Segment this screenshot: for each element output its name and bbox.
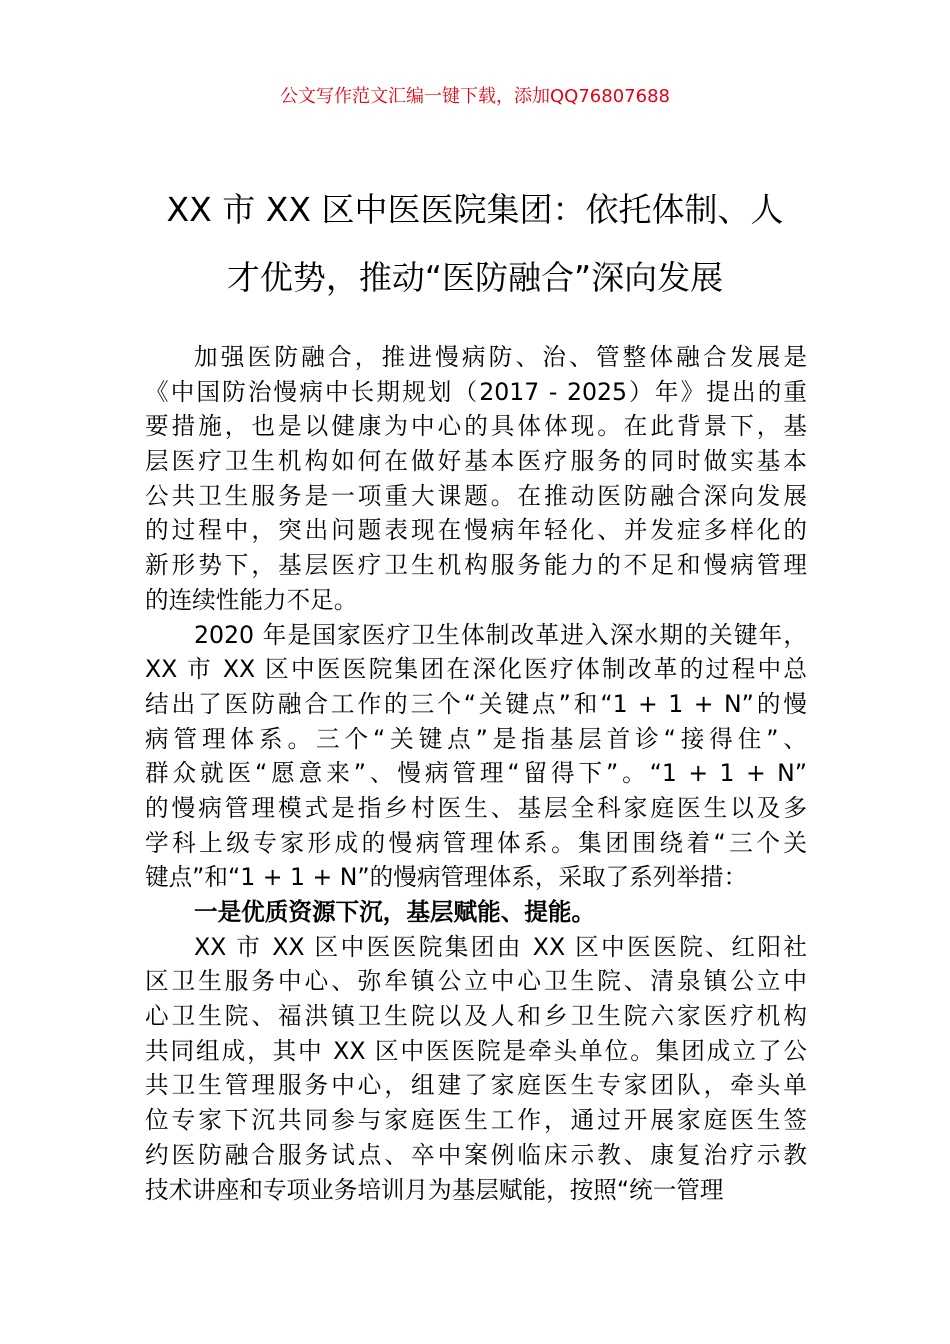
section-heading (145, 895, 807, 930)
text-line: 病管理体系。三个“关键点”是指基层首诊“接得住”、 (145, 724, 807, 753)
text-line: 心卫生院、福洪镇卫生院以及人和乡卫生院六家医疗机构 (145, 1002, 807, 1031)
document-body (145, 340, 807, 1207)
text-line: 2020 年是国家医疗卫生体制改革进入深水期的关键年， (194, 620, 807, 649)
text-line: 结出了医防融合工作的三个“关键点”和“1 + 1 + N”的慢 (145, 689, 807, 718)
paragraph (145, 340, 807, 618)
text-line: 键点”和“1 + 1 + N”的慢病管理体系，采取了系列举措： (145, 863, 748, 892)
text-line: 新形势下，基层医疗卫生机构服务能力的不足和慢病管理 (145, 551, 807, 580)
text-line: 区卫生服务中心、弥牟镇公立中心卫生院、清泉镇公立中 (145, 967, 807, 996)
paragraph (145, 930, 807, 1208)
text-line: 的慢病管理模式是指乡村医生、基层全科家庭医生以及多 (145, 793, 807, 822)
text-line: 公共卫生服务是一项重大课题。在推动医防融合深向发展 (145, 481, 807, 510)
text-line: 的过程中，突出问题表现在慢病年轻化、并发症多样化的 (145, 516, 807, 545)
text-line: 层医疗卫生机构如何在做好基本医疗服务的同时做实基本 (145, 447, 807, 476)
download-banner: 公文写作范文汇编一键下载，添加QQ76807688 (280, 86, 670, 107)
text-line: 的连续性能力不足。 (145, 585, 358, 614)
text-line: 位专家下沉共同参与家庭医生工作，通过开展家庭医生签 (145, 1106, 807, 1135)
text-line: 技术讲座和专项业务培训月为基层赋能，按照“统一管理 (145, 1175, 724, 1204)
text-line: 学科上级专家形成的慢病管理体系。集团围绕着“三个关 (145, 828, 807, 857)
text-line: XX 市 XX 区中医医院集团由 XX 区中医医院、红阳社 (194, 932, 807, 961)
paragraph (145, 618, 807, 896)
document-title (100, 176, 850, 312)
title-line-1: XX 市 XX 区中医医院集团：依托体制、人 (166, 190, 784, 229)
text-line: 共同组成，其中 XX 区中医医院是牵头单位。集团成立了公 (145, 1036, 807, 1065)
text-line: 加强医防融合，推进慢病防、治、管整体融合发展是 (194, 343, 807, 371)
text-line: 群众就医“愿意来”、慢病管理“留得下”。“1 + 1 + N” (145, 759, 807, 788)
text-line: 共卫生管理服务中心，组建了家庭医生专家团队，牵头单 (145, 1071, 807, 1100)
text-line: 约医防融合服务试点、卒中案例临床示教、康复治疗示教 (145, 1140, 807, 1169)
text-line: XX 市 XX 区中医医院集团在深化医疗体制改革的过程中总 (145, 655, 807, 684)
text-line: 要措施，也是以健康为中心的具体体现。在此背景下，基 (145, 412, 807, 441)
text-line: 《中国防治慢病中长期规划（2017 - 2025）年》提出的重 (145, 377, 807, 406)
title-line-2: 才优势，推动“医防融合”深向发展 (226, 258, 724, 297)
text-line: 一是优质资源下沉，基层赋能、提能。 (194, 898, 596, 926)
